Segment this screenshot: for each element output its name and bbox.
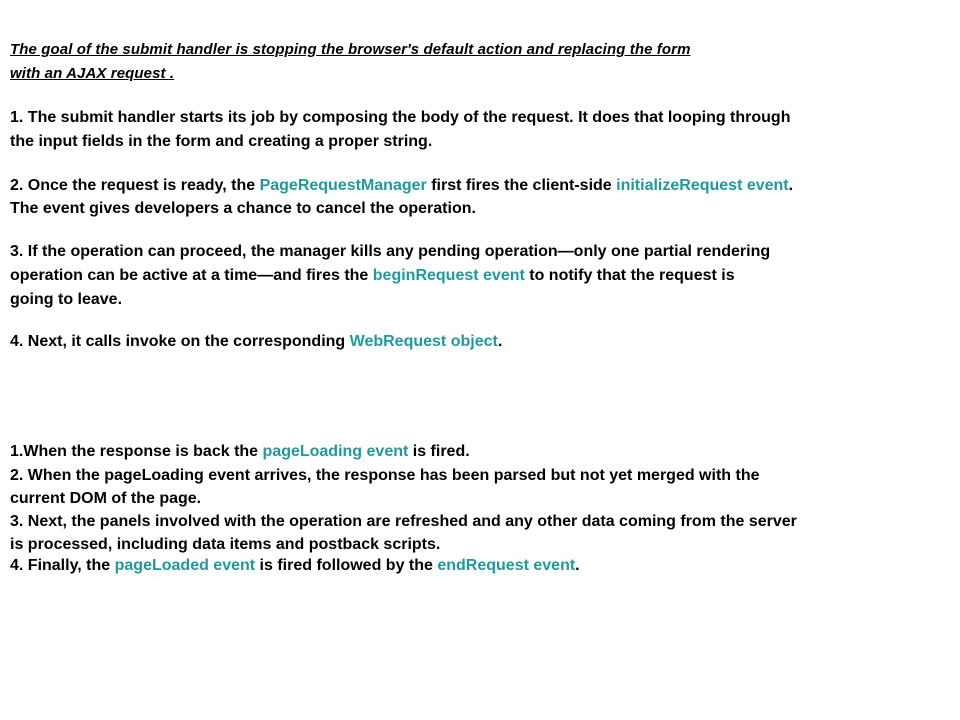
step-3-line-1: 3. If the operation can proceed, the manager kills any pending operation—only one partial rendering [10,243,771,260]
step-3-text-b: to notify that the request is [524,267,735,284]
step-1-line-1: 1. The submit handler starts its job by composing the body of the request. It does that looping through [10,109,791,126]
response-3-line-2: is processed, including data items and postback scripts. [10,536,441,553]
intro-line-1: The goal of the submit handler is stopping the browser's default action and replacing the form [10,41,691,58]
page-loaded-event-term: pageLoaded event [114,557,256,574]
response-4-line [10,556,580,576]
intro-line-2: with an AJAX request . [10,65,175,82]
step-2-line-2: The event gives developers a chance to cancel the operation. [10,200,476,217]
step-3-line-2 [10,266,735,286]
response-1-line [10,442,470,462]
response-2-line-1: 2. When the pageLoading event arrives, the response has been parsed but not yet merged with the [10,467,760,484]
step-4-line [10,332,502,352]
step-2-text-a: 2. Once the request is ready, the [10,177,260,194]
step-1-line-2: the input fields in the form and creating a proper string. [10,133,433,150]
step-3-text-a: operation can be active at a time—and fires the [10,267,373,284]
response-1-text-a: 1.When the response is back the [10,443,263,460]
web-request-object-term: WebRequest object [349,333,498,350]
step-2-text-b: first fires the client-side [426,177,617,194]
response-3-line-1: 3. Next, the panels involved with the operation are refreshed and any other data coming from the server [10,513,797,530]
step-4-text-b: . [497,333,503,350]
step-3-line-3: going to leave. [10,291,123,308]
step-2-line-1 [10,176,793,196]
page-loading-event-term: pageLoading event [262,443,409,460]
response-4-text-c: . [575,557,580,574]
page-request-manager-term: PageRequestManager [259,177,427,194]
step-2-text-c: . [788,177,794,194]
response-4-text-b: is fired followed by the [255,557,438,574]
response-1-text-b: is fired. [408,443,470,460]
end-request-event-term: endRequest event [437,557,576,574]
begin-request-event-term: beginRequest event [372,267,525,284]
initialize-request-event-term: initializeRequest event [616,177,789,194]
response-4-text-a: 4. Finally, the [10,557,115,574]
step-4-text-a: 4. Next, it calls invoke on the corresponding [10,333,350,350]
response-2-line-2: current DOM of the page. [10,490,202,507]
